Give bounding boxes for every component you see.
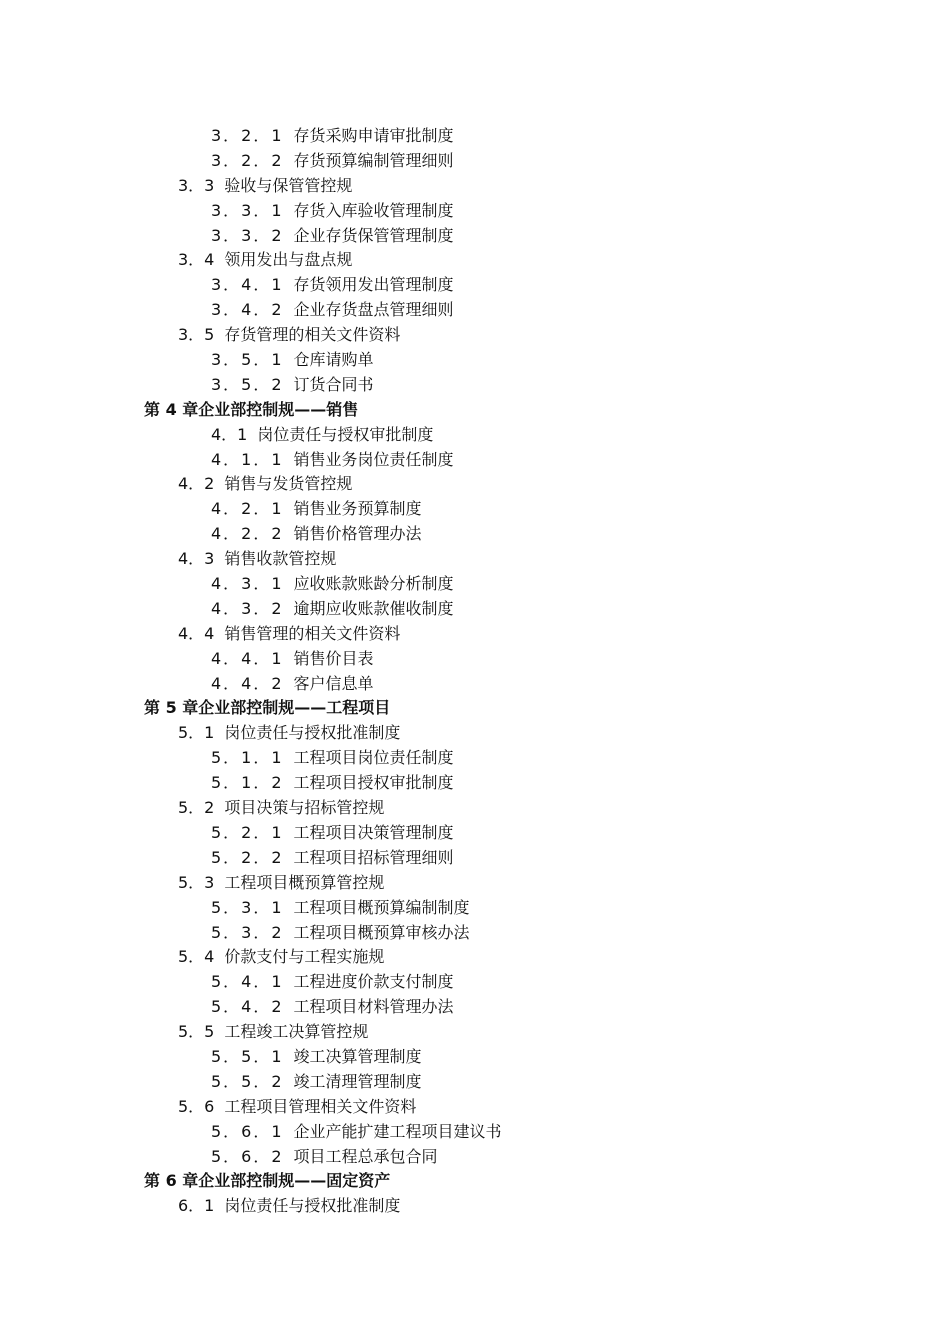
toc-title: 存货领用发出管理制度 xyxy=(293,275,454,295)
toc-number: 4．1．1 xyxy=(211,449,284,469)
toc-section[interactable] xyxy=(0,472,950,497)
toc-title: 工程项目概预算审核办法 xyxy=(293,922,470,942)
toc-number: 4．4．1 xyxy=(211,648,284,668)
toc-section[interactable] xyxy=(0,1095,950,1120)
toc-number: 4．2．2 xyxy=(211,524,284,544)
toc-number: 5．1．1 xyxy=(211,748,284,768)
toc-title: 工程项目岗位责任制度 xyxy=(293,748,454,768)
toc-number: 4．2．1 xyxy=(211,499,284,519)
toc-number: 3．3．2 xyxy=(211,225,284,245)
toc-title: 岗位责任与授权批准制度 xyxy=(224,723,401,743)
toc-title: 第 5 章企业部控制规——工程项目 xyxy=(144,698,391,718)
toc-subsection[interactable] xyxy=(0,149,950,174)
toc-title: 销售与发货管控规 xyxy=(224,474,353,494)
toc-section[interactable] xyxy=(0,1020,950,1045)
toc-title: 客户信息单 xyxy=(293,673,374,693)
toc-number: 4．3．2 xyxy=(211,598,284,618)
toc-title: 工程项目概预算编制制度 xyxy=(293,897,470,917)
toc-number: 6．1 xyxy=(178,1196,215,1216)
table-of-contents xyxy=(0,124,950,1219)
toc-title: 项目决策与招标管控规 xyxy=(224,798,385,818)
toc-number: 5．5 xyxy=(178,1022,215,1042)
toc-section[interactable] xyxy=(0,622,950,647)
toc-subsection[interactable] xyxy=(0,373,950,398)
toc-number: 3．5 xyxy=(178,325,215,345)
toc-title: 第 4 章企业部控制规——销售 xyxy=(144,399,359,419)
toc-title: 验收与保管管控规 xyxy=(224,175,353,195)
toc-section[interactable] xyxy=(0,248,950,273)
toc-title: 销售管理的相关文件资料 xyxy=(224,623,401,643)
toc-number: 5．2．2 xyxy=(211,847,284,867)
toc-title: 第 6 章企业部控制规——固定资产 xyxy=(144,1171,391,1191)
toc-title: 工程竣工决算管控规 xyxy=(224,1022,369,1042)
toc-number: 5．6．1 xyxy=(211,1121,284,1141)
toc-number: 3．4 xyxy=(178,250,215,270)
toc-subsection[interactable] xyxy=(0,224,950,249)
toc-section[interactable] xyxy=(0,547,950,572)
toc-title: 存货管理的相关文件资料 xyxy=(224,325,401,345)
toc-number: 4．3 xyxy=(178,549,215,569)
toc-title: 存货预算编制管理细则 xyxy=(293,150,454,170)
toc-subsection[interactable] xyxy=(0,970,950,995)
toc-subsection[interactable] xyxy=(0,522,950,547)
toc-title: 竣工决算管理制度 xyxy=(293,1046,422,1066)
toc-chapter[interactable] xyxy=(0,696,950,721)
toc-number: 5．5．2 xyxy=(211,1071,284,1091)
toc-title: 领用发出与盘点规 xyxy=(224,250,353,270)
toc-number: 5．1．2 xyxy=(211,773,284,793)
toc-title: 工程项目概预算管控规 xyxy=(224,872,385,892)
toc-section[interactable] xyxy=(0,871,950,896)
toc-number: 5．2 xyxy=(178,798,215,818)
toc-subsection[interactable] xyxy=(0,1145,950,1170)
toc-title: 工程项目招标管理细则 xyxy=(293,847,454,867)
toc-subsection[interactable] xyxy=(0,921,950,946)
toc-chapter[interactable] xyxy=(0,398,950,423)
toc-title: 逾期应收账款催收制度 xyxy=(293,598,454,618)
toc-subsection[interactable] xyxy=(0,124,950,149)
toc-number: 4．1 xyxy=(211,424,248,444)
toc-subsection[interactable] xyxy=(0,199,950,224)
toc-number: 4．3．1 xyxy=(211,574,284,594)
toc-number: 5．3．1 xyxy=(211,897,284,917)
toc-subsection[interactable] xyxy=(0,746,950,771)
toc-subsection[interactable] xyxy=(0,771,950,796)
toc-title: 企业存货盘点管理细则 xyxy=(293,300,454,320)
toc-title: 工程项目管理相关文件资料 xyxy=(224,1096,417,1116)
toc-title: 存货入库验收管理制度 xyxy=(293,200,454,220)
toc-subsection[interactable] xyxy=(0,647,950,672)
toc-chapter[interactable] xyxy=(0,1169,950,1194)
toc-number: 5．6．2 xyxy=(211,1146,284,1166)
toc-number: 5．1 xyxy=(178,723,215,743)
toc-title: 工程项目决策管理制度 xyxy=(293,822,454,842)
toc-title: 销售收款管控规 xyxy=(224,549,337,569)
toc-subsection[interactable] xyxy=(0,348,950,373)
toc-subsection[interactable] xyxy=(0,896,950,921)
toc-subsection[interactable] xyxy=(0,298,950,323)
toc-number: 5．6 xyxy=(178,1096,215,1116)
toc-title: 岗位责任与授权批准制度 xyxy=(224,1196,401,1216)
toc-title: 价款支付与工程实施规 xyxy=(224,947,385,967)
toc-number: 3．5．2 xyxy=(211,374,284,394)
toc-title: 项目工程总承包合同 xyxy=(293,1146,438,1166)
toc-subsection[interactable] xyxy=(0,1045,950,1070)
toc-number: 3．4．1 xyxy=(211,275,284,295)
toc-title: 销售价目表 xyxy=(293,648,374,668)
toc-section[interactable] xyxy=(0,323,950,348)
toc-subsection[interactable] xyxy=(0,1120,950,1145)
toc-number: 5．3．2 xyxy=(211,922,284,942)
toc-number: 4．4．2 xyxy=(211,673,284,693)
toc-title: 企业存货保管管理制度 xyxy=(293,225,454,245)
toc-subsection[interactable] xyxy=(0,497,950,522)
toc-section[interactable] xyxy=(0,721,950,746)
toc-title: 企业产能扩建工程项目建议书 xyxy=(293,1121,502,1141)
toc-title: 竣工清理管理制度 xyxy=(293,1071,422,1091)
toc-title: 工程项目授权审批制度 xyxy=(293,773,454,793)
toc-section[interactable] xyxy=(0,423,950,448)
toc-number: 5．5．1 xyxy=(211,1046,284,1066)
toc-number: 3．5．1 xyxy=(211,350,284,370)
toc-section[interactable] xyxy=(0,796,950,821)
toc-number: 3．3．1 xyxy=(211,200,284,220)
toc-number: 4．4 xyxy=(178,623,215,643)
toc-title: 工程项目材料管理办法 xyxy=(293,997,454,1017)
toc-subsection[interactable] xyxy=(0,597,950,622)
toc-number: 5．4．1 xyxy=(211,972,284,992)
toc-number: 3．2．2 xyxy=(211,150,284,170)
toc-title: 销售业务预算制度 xyxy=(293,499,422,519)
toc-title: 工程进度价款支付制度 xyxy=(293,972,454,992)
toc-subsection[interactable] xyxy=(0,995,950,1020)
toc-title: 仓库请购单 xyxy=(293,350,374,370)
toc-number: 5．2．1 xyxy=(211,822,284,842)
toc-subsection[interactable] xyxy=(0,273,950,298)
toc-number: 5．3 xyxy=(178,872,215,892)
toc-section[interactable] xyxy=(0,174,950,199)
toc-title: 应收账款账龄分析制度 xyxy=(293,574,454,594)
toc-number: 3．4．2 xyxy=(211,300,284,320)
toc-title: 订货合同书 xyxy=(293,374,374,394)
toc-subsection[interactable] xyxy=(0,572,950,597)
toc-section[interactable] xyxy=(0,945,950,970)
toc-subsection[interactable] xyxy=(0,821,950,846)
toc-title: 存货采购申请审批制度 xyxy=(293,126,454,145)
toc-title: 销售业务岗位责任制度 xyxy=(293,449,454,469)
toc-number: 3．2．1 xyxy=(211,126,284,145)
toc-subsection[interactable] xyxy=(0,1070,950,1095)
toc-title: 销售价格管理办法 xyxy=(293,524,422,544)
toc-subsection[interactable] xyxy=(0,846,950,871)
toc-number: 4．2 xyxy=(178,474,215,494)
toc-title: 岗位责任与授权审批制度 xyxy=(257,424,434,444)
toc-number: 5．4．2 xyxy=(211,997,284,1017)
toc-subsection[interactable] xyxy=(0,448,950,473)
toc-number: 5．4 xyxy=(178,947,215,967)
toc-section[interactable] xyxy=(0,1194,950,1219)
toc-subsection[interactable] xyxy=(0,672,950,697)
toc-number: 3．3 xyxy=(178,175,215,195)
